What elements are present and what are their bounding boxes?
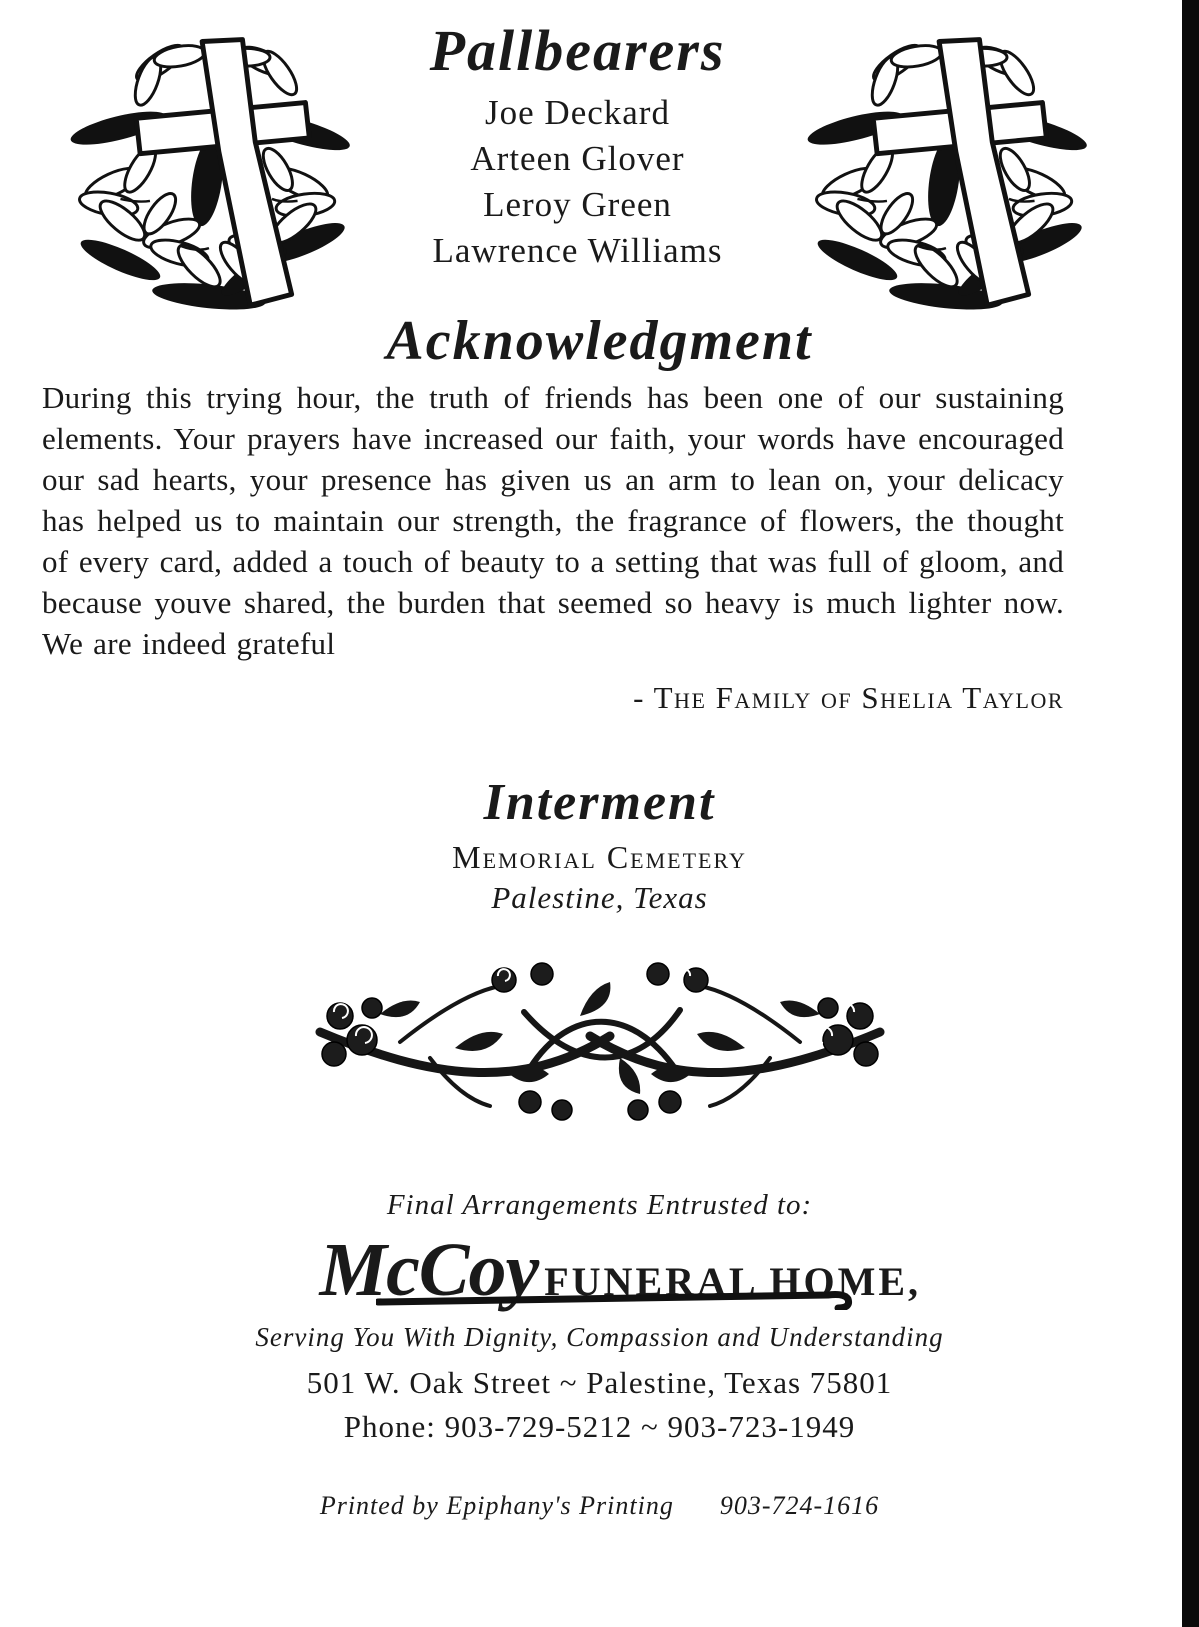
funeral-home-address: 501 W. Oak Street ~ Palestine, Texas 75801 — [306, 1364, 893, 1400]
footer-section — [0, 1189, 1199, 1521]
divider-wrap — [0, 950, 1199, 1127]
pallbearer-name: Lawrence Williams — [432, 231, 723, 270]
scan-edge-artifact — [1182, 0, 1199, 1627]
printer-credit-line — [0, 1491, 1199, 1521]
pallbearer-name: Arteen Glover — [470, 139, 685, 178]
interment-title: Interment — [483, 773, 716, 831]
acknowledgment-body: During this trying hour, the truth of friends has been one of our sustaining elements. Your prayers have increased our faith, your words have encouraged our sad hearts, your presence has given us an arm to lean on, your delicacy has helped us to maintain our strength, the fragrance of flowers, the thought of every card, added a touch of beauty to a setting that was full of gloom, and because youve shared, the burden that seemed so heavy is much lighter now. We are indeed grateful — [42, 379, 1064, 661]
entrusted-label: Final Arrangements Entrusted to: — [386, 1188, 813, 1221]
acknowledgment-section — [0, 311, 1199, 716]
pallbearer-name: Leroy Green — [483, 185, 672, 224]
floral-vine-divider-icon — [280, 950, 920, 1122]
funeral-home-name-caps: FUNERAL HOME, — [544, 1258, 922, 1304]
pallbearer-name: Joe Deckard — [485, 93, 670, 132]
header-section — [0, 0, 1199, 317]
funeral-home-name-script: McCoy — [319, 1227, 539, 1312]
interment-section — [0, 774, 1199, 916]
funeral-home-tagline: Serving You With Dignity, Compassion and Understanding — [255, 1321, 944, 1352]
printer-phone: 903-724-1616 — [719, 1490, 880, 1520]
interment-location: Memorial Cemetery — [452, 838, 747, 875]
interment-city: Palestine, Texas — [491, 879, 708, 915]
pallbearers-title: Pallbearers — [429, 18, 726, 83]
funeral-home-phone: Phone: 903-729-5212 ~ 903-723-1949 — [343, 1408, 856, 1444]
acknowledgment-title: Acknowledgment — [386, 310, 813, 372]
cross-and-lilies-icon — [60, 12, 358, 317]
printer-credit: Printed by Epiphany's Printing — [319, 1490, 674, 1520]
funeral-home-logo — [319, 1227, 922, 1312]
logo-underline-swash — [376, 1290, 876, 1310]
pallbearers-section — [358, 12, 797, 274]
acknowledgment-attribution: - The Family of Shelia Taylor — [633, 679, 1064, 715]
cross-and-lilies-icon — [797, 12, 1095, 317]
